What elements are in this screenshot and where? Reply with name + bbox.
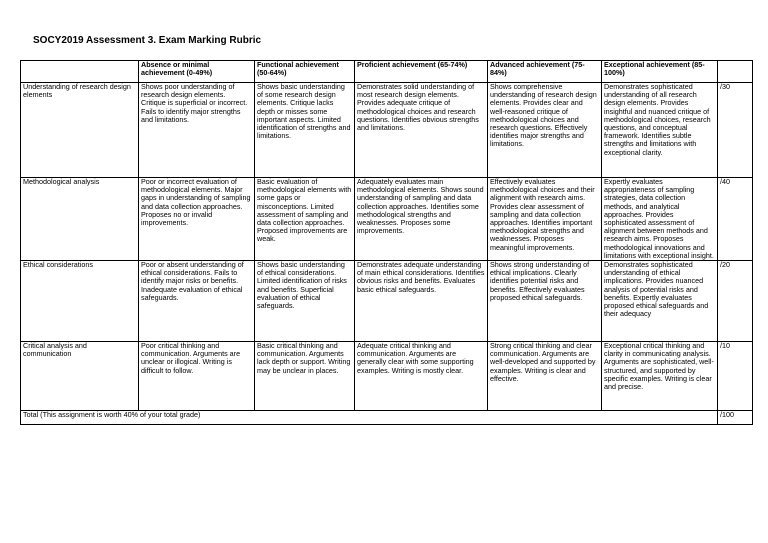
table-row: [21, 83, 753, 178]
score-cell: /20: [718, 261, 753, 342]
header-row: [21, 61, 753, 83]
rubric-cell: Adequate critical thinking and communication. Arguments are generally clear with some supporting examples. Writing is mostly clear.: [355, 342, 488, 411]
rubric-cell: Strong critical thinking and clear communication. Arguments are well-developed and supported by examples. Writing is clear and effective.: [488, 342, 602, 411]
rubric-cell: Expertly evaluates appropriateness of sampling strategies, data collection methods, and analytical approaches. Provides sophisticated assessment of alignment between methods and research aims. Proposes methodological innovations and limitations with exceptional insight.: [602, 178, 718, 261]
table-row: [21, 342, 753, 411]
rubric-cell: Demonstrates sophisticated understanding of ethical implications. Provides nuanced analysis of potential risks and benefits. Expertly evaluates proposed ethical safeguards and their adequacy: [602, 261, 718, 342]
table-row: [21, 261, 753, 342]
rubric-table: [20, 60, 753, 425]
rubric-cell: Shows poor understanding of research design elements. Critique is superficial or incorrect. Fails to identify major strengths and limitations.: [139, 83, 255, 178]
header-functional: Functional achievement (50-64%): [255, 61, 355, 83]
rubric-cell: Demonstrates solid understanding of most research design elements. Provides adequate critique of methodological choices and research questions. Identifies obvious strengths and limitations.: [355, 83, 488, 178]
total-label: Total (This assignment is worth 40% of your total grade): [21, 411, 718, 425]
rubric-cell: Demonstrates adequate understanding of main ethical considerations. Identifies obvious risks and benefits. Evaluates basic ethical safeguards.: [355, 261, 488, 342]
header-exceptional: Exceptional achievement (85-100%): [602, 61, 718, 83]
rubric-cell: Shows strong understanding of ethical implications. Clearly identifies potential risks and benefits. Effectively evaluates proposed ethical safeguards.: [488, 261, 602, 342]
page-title: SOCY2019 Assessment 3. Exam Marking Rubric: [33, 35, 262, 46]
header-score: [718, 61, 753, 83]
rubric-cell: Shows comprehensive understanding of research design elements. Provides clear and well-reasoned critique of methodological choices and research questions. Effectively identifies major strengths and limitations.: [488, 83, 602, 178]
rubric-cell: Basic critical thinking and communication. Arguments lack depth or support. Writing may be unclear in places.: [255, 342, 355, 411]
header-absence: Absence or minimal achievement (0-49%): [139, 61, 255, 83]
table-row: [21, 178, 753, 261]
header-proficient: Proficient achievement (65-74%): [355, 61, 488, 83]
rubric-cell: Poor critical thinking and communication. Arguments are unclear or illogical. Writing is difficult to follow.: [139, 342, 255, 411]
rubric-cell: Shows basic understanding of ethical considerations. Limited identification of risks and benefits. Superficial evaluation of ethical safeguards.: [255, 261, 355, 342]
header-advanced: Advanced achievement (75-84%): [488, 61, 602, 83]
rubric-cell: Basic evaluation of methodological elements with some gaps or misconceptions. Limited assessment of sampling and data collection approaches. Proposed improvements are weak.: [255, 178, 355, 261]
score-cell: /30: [718, 83, 753, 178]
criterion-cell: Understanding of research design elements: [21, 83, 139, 178]
header-criterion: [21, 61, 139, 83]
rubric-cell: Effectively evaluates methodological choices and their alignment with research aims. Provides clear assessment of sampling and data collection approaches. Identifies important methodological strengths and weaknesses. Proposes meaningful improvements.: [488, 178, 602, 261]
criterion-cell: Methodological analysis: [21, 178, 139, 261]
score-cell: /10: [718, 342, 753, 411]
rubric-cell: Poor or absent understanding of ethical considerations. Fails to identify major risks or benefits. Inadequate evaluation of ethical safeguards.: [139, 261, 255, 342]
total-score: /100: [718, 411, 753, 425]
rubric-cell: Adequately evaluates main methodological elements. Shows sound understanding of sampling and data collection approaches. Identifies some methodological strengths and weaknesses. Proposes some improvements.: [355, 178, 488, 261]
criterion-cell: Critical analysis and communication: [21, 342, 139, 411]
rubric-cell: Exceptional critical thinking and clarity in communicating analysis. Arguments are sophisticated, well-structured, and supported by specific examples. Writing is clear and precise.: [602, 342, 718, 411]
score-cell: /40: [718, 178, 753, 261]
criterion-cell: Ethical considerations: [21, 261, 139, 342]
total-row: [21, 411, 753, 425]
rubric-cell: Shows basic understanding of some research design elements. Critique lacks depth or misses some important aspects. Limited identification of strengths and limitations.: [255, 83, 355, 178]
rubric-cell: Poor or incorrect evaluation of methodological elements. Major gaps in understanding of sampling and data collection approaches. Proposes no or invalid improvements.: [139, 178, 255, 261]
rubric-cell: Demonstrates sophisticated understanding of all research design elements. Provides insightful and nuanced critique of methodological choices, research questions, and conceptual framework. Identifies subtle strengths and limitations with exceptional clarity.: [602, 83, 718, 178]
